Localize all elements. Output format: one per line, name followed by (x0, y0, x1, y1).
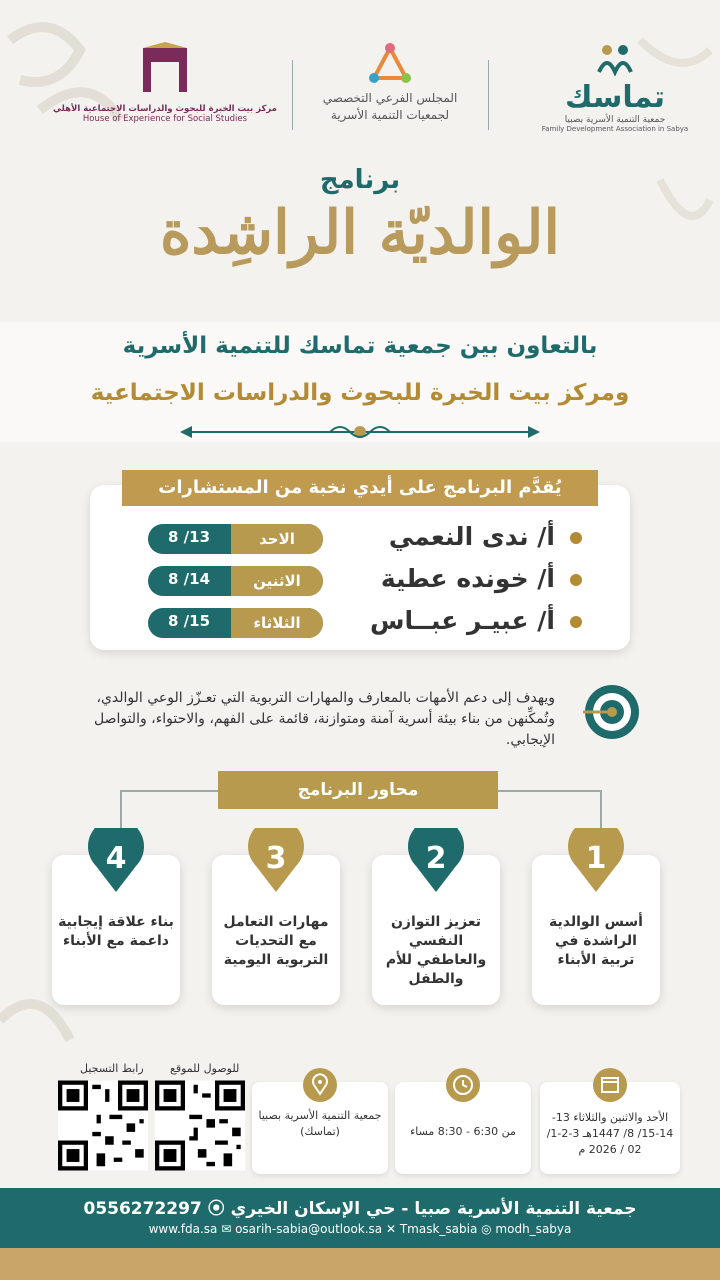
goal-text: ويهدف إلى دعم الأمهات بالمعارف والمهارات التربوية التي تعـزّز الوعي الوالدي، وتُمكِّنهن من بناء بيئة أسرية آمنة ومتوازنة، قائمة على الفهم، والاحتواء، والتواصل الإيجابي. (93, 690, 555, 748)
khebra-name-en: House of Experience for Social Studies (82, 114, 248, 124)
tamask-en: Family Development Association in Sabya (541, 125, 689, 133)
number-pin (568, 828, 624, 894)
qr-code-site[interactable] (155, 1078, 245, 1173)
presenter-day: الثلاثاء (231, 608, 323, 638)
axes-heading: محاور البرنامج (218, 771, 498, 809)
khebra-name-ar: مركز بيت الخبرة للبحوث والدراسات الاجتماعية الأهلي (53, 104, 277, 114)
number-pin (248, 828, 304, 894)
qr-site-label: للوصول للموقع (170, 1062, 240, 1075)
presenter-date: 14/ 8 (168, 570, 211, 588)
majlis-line1: المجلس الفرعي التخصصي (322, 91, 458, 105)
target-icon (583, 683, 641, 741)
axis-text: تعزيز التوازن النفسي والعاطفي للأم والطفل (385, 914, 487, 987)
collaboration-line2: ومركز بيت الخبرة للبحوث والدراسات الاجتماعية (90, 380, 630, 406)
qr-code-register[interactable] (58, 1078, 148, 1173)
divider (488, 60, 489, 130)
khebra-logo (40, 42, 290, 142)
presenter-date: 15/ 8 (168, 612, 211, 630)
presenter-day: الاثنين (231, 566, 323, 596)
footer-contacts[interactable]: www.fda.sa ✉ osarih-sabia@outlook.sa ✕ Tmask_sabia ◎ modh_sabya (148, 1222, 572, 1236)
presenter-row (90, 518, 630, 558)
date-pill (148, 524, 323, 554)
date-pill (148, 566, 323, 596)
presenters-heading: يُقدَّم البرنامج على أيدي نخبة من المستشارات الأسريات (122, 470, 598, 506)
axis-number: 1 (585, 841, 607, 876)
presenter-day: الاحد (231, 524, 323, 554)
family-icon (595, 42, 635, 76)
bullet (570, 616, 582, 628)
calendar-icon (593, 1068, 627, 1102)
axis-number: 2 (425, 841, 447, 876)
presenter-name: أ/ عبيـر عبــاس (370, 606, 555, 635)
axis-text: أسس الوالدية الراشدة في تربية الأبناء (549, 914, 643, 968)
program-title: الوالديّة الراشِدة (159, 198, 561, 268)
tamask-sub: جمعية التنمية الأسرية بصبيا (564, 115, 666, 125)
program-label: برنامج (319, 165, 401, 195)
days-text: الأحد والاثنين والثلاثاء 13-14-15/ 8/ 1447هـ 3-2-1/ 02 / 2026 م (546, 1111, 674, 1156)
house-icon (135, 42, 195, 100)
axis-number: 3 (265, 841, 287, 876)
footer-decor-band (0, 1248, 720, 1280)
triangle-people-icon (368, 42, 412, 86)
footer-address-phone: جمعية التنمية الأسرية صبيا - حي الإسكان الخيري ⦿ 0556272297 (83, 1199, 637, 1219)
majlis-logo (300, 42, 480, 142)
presenter-name: أ/ خونده عطية (380, 564, 555, 593)
clock-icon (446, 1068, 480, 1102)
axis-number: 4 (105, 841, 127, 876)
divider (292, 60, 293, 130)
date-pill (148, 608, 323, 638)
ornament-divider (180, 422, 540, 442)
qr-register-label: رابط التسجيل (80, 1062, 144, 1075)
footer (0, 1188, 720, 1248)
majlis-line2: لجمعيات التنمية الأسرية (330, 108, 450, 122)
presenter-row (90, 602, 630, 642)
collaboration-line1: بالتعاون بين جمعية تماسك للتنمية الأسرية (122, 333, 598, 359)
presenter-name: أ/ ندى النعمي (388, 522, 555, 551)
bullet (570, 532, 582, 544)
axis-text: بناء علاقة إيجابية داعمة مع الأبناء (58, 914, 174, 949)
bullet (570, 574, 582, 586)
presenter-date: 13/ 8 (168, 528, 211, 546)
tamask-logo (540, 42, 690, 142)
presenter-row (90, 560, 630, 600)
number-pin (88, 828, 144, 894)
location-pin-icon (303, 1068, 337, 1102)
axis-text: مهارات التعامل مع التحديات التربوية اليومية (223, 914, 329, 968)
number-pin (408, 828, 464, 894)
time-text: من 6:30 - 8:30 مساء (410, 1125, 516, 1138)
tamask-name: تماسك (564, 80, 666, 115)
place-text: جمعية التنمية الأسرية بصبيا (تماسك) (258, 1109, 382, 1138)
